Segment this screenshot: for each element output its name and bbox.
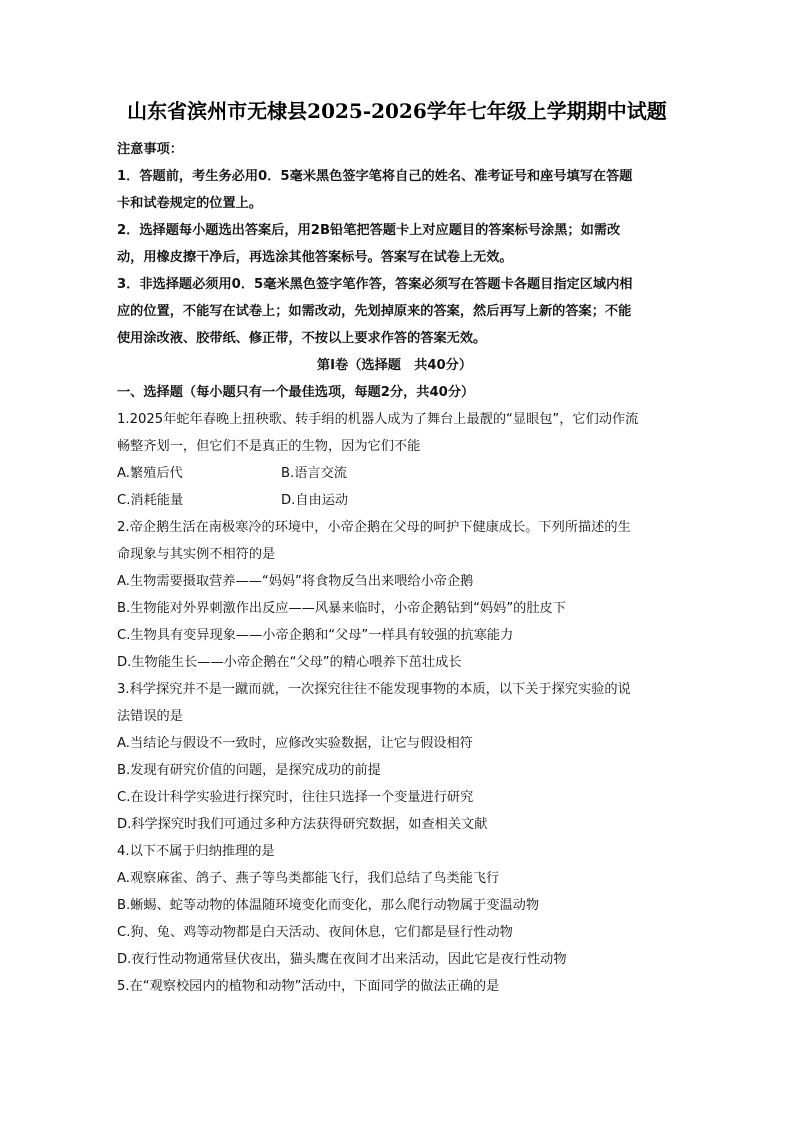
option-d: D.自由运动 [281,493,349,508]
option-c: C.狗、兔、鸡等动物都是白天活动、夜间休息，它们都是昼行性动物 [117,925,513,940]
question-stem: 命现象与其实例不相符的是 [117,547,276,562]
option-a: A.生物需要摄取营养——“妈妈”将食物反刍出来喂给小帝企鹅 [117,574,474,589]
option-b: B.语言交流 [281,466,347,481]
notes-line: 应的位置，不能写在试卷上；如需改动，先划掉原来的答案，然后再写上新的答案；不能 [117,304,632,319]
notes-line: 1．答题前，考生务必用0．5毫米黑色签字笔将自己的姓名、准考证号和座号填写在答题 [117,169,633,184]
part-heading: 一、选择题（每小题只有一个最佳选项，每题2分，共40分） [117,385,475,400]
option-c: C.消耗能量 [117,493,184,508]
question-stem: 法错误的是 [117,709,183,724]
option-a: A.观察麻雀、鸽子、燕子等鸟类都能飞行，我们总结了鸟类能飞行 [117,871,500,886]
question-stem: 畅整齐划一，但它们不是真正的生物，因为它们不能 [117,439,421,454]
notes-heading: 注意事项： [117,142,183,157]
question-stem: 1.2025年蛇年春晚上扭秧歌、转手绢的机器人成为了舞台上最靓的“显眼包”，它们动作流 [117,412,639,427]
notes-line: 2．选择题每小题选出答案后，用2B铅笔把答题卡上对应题目的答案标号涂黑；如需改 [117,223,621,238]
notes-line: 卡和试卷规定的位置上。 [117,196,263,211]
question-stem: 2.帝企鹅生活在南极寒冷的环境中，小帝企鹅在父母的呵护下健康成长。下列所描述的生 [117,520,631,535]
option-c: C.生物具有变异现象——小帝企鹅和“父母”一样具有较强的抗寒能力 [117,628,514,643]
question-stem: 4.以下不属于归纳推理的是 [117,844,275,859]
option-row [117,460,672,487]
page-title: 山东省滨州市无棣县2025-2026学年七年级上学期期中试题 [127,99,667,123]
question-stem: 5.在“观察校园内的植物和动物”活动中，下面同学的做法正确的是 [117,979,500,994]
section-title: 第Ⅰ卷（选择题 共40分） [316,358,473,373]
option-b: B.发现有研究价值的问题，是探究成功的前提 [117,763,381,778]
option-a: A.繁殖后代 [117,466,183,481]
option-c: C.在设计科学实验进行探究时，往往只选择一个变量进行研究 [117,790,474,805]
option-d: D.夜行性动物通常昼伏夜出，猫头鹰在夜间才出来活动，因此它是夜行性动物 [117,952,567,967]
option-b: B.蜥蜴、蛇等动物的体温随环境变化而变化，那么爬行动物属于变温动物 [117,898,540,913]
exam-body [117,136,672,1000]
option-d: D.科学探究时我们可通过多种方法获得研究数据，如查相关文献 [117,817,488,832]
notes-line: 使用涂改液、胶带纸、修正带，不按以上要求作答的答案无效。 [117,331,487,346]
option-b: B.生物能对外界刺激作出反应——风暴来临时，小帝企鹅钻到“妈妈”的肚皮下 [117,601,566,616]
option-row [117,487,672,514]
option-d: D.生物能生长——小帝企鹅在“父母”的精心喂养下茁壮成长 [117,655,462,670]
notes-line: 动，用橡皮擦干净后，再选涂其他答案标号。答案写在试卷上无效。 [117,250,513,265]
question-stem: 3.科学探究并不是一蹴而就，一次探究往往不能发现事物的本质，以下关于探究实验的说 [117,682,631,697]
notes-line: 3．非选择题必须用0．5毫米黑色签字笔作答，答案必须写在答题卡各题目指定区域内相 [117,277,633,292]
option-a: A.当结论与假设不一致时，应修改实验数据，让它与假设相符 [117,736,473,751]
